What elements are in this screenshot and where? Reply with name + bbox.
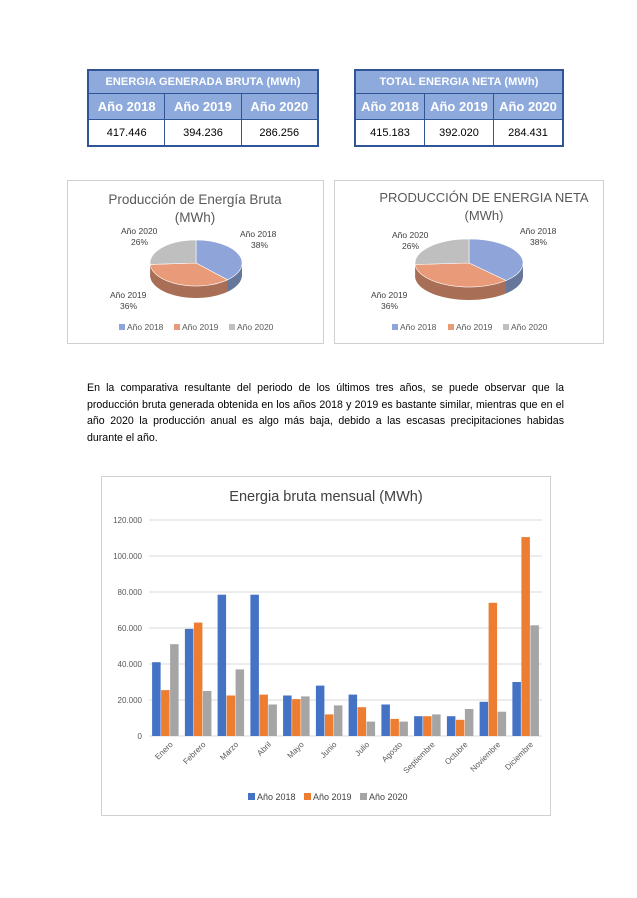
bar-octubre-año-2019 xyxy=(456,720,465,736)
y-tick-label: 40.000 xyxy=(117,660,142,669)
bar-chart-svg xyxy=(102,477,550,815)
pie-label-name: Año 2019 xyxy=(371,290,408,300)
bar-mayo-año-2019 xyxy=(292,699,301,736)
bar-junio-año-2019 xyxy=(325,714,334,736)
pie-label-name: Año 2018 xyxy=(520,226,557,236)
legend-label: Año 2018 xyxy=(127,322,164,332)
table-title: ENERGIA GENERADA BRUTA (MWh) xyxy=(88,70,318,94)
bar-noviembre-año-2020 xyxy=(498,712,507,736)
year-header: Año 2018 xyxy=(355,94,425,120)
legend-label: Año 2020 xyxy=(369,792,408,802)
year-header: Año 2020 xyxy=(241,94,318,120)
table-energia-neta xyxy=(354,69,564,147)
bar-julio-año-2018 xyxy=(349,695,358,736)
bar-abril-año-2020 xyxy=(268,705,277,737)
x-tick-label: Enero xyxy=(153,740,175,762)
legend-label: Año 2019 xyxy=(456,322,493,332)
pie-chart-neta xyxy=(334,180,604,344)
legend-label: Año 2019 xyxy=(313,792,352,802)
y-tick-label: 120.000 xyxy=(113,516,142,525)
bar-septiembre-año-2020 xyxy=(432,714,441,736)
legend-swatch xyxy=(503,324,509,330)
bar-julio-año-2020 xyxy=(367,722,376,736)
bar-noviembre-año-2018 xyxy=(480,702,489,736)
pie-label-pct: 26% xyxy=(402,241,420,251)
x-tick-label: Marzo xyxy=(218,740,241,763)
table-energia-bruta xyxy=(87,69,319,147)
bar-chart-mensual xyxy=(101,476,551,816)
legend-swatch xyxy=(248,793,255,800)
value-cell: 394.236 xyxy=(165,120,241,147)
y-tick-label: 20.000 xyxy=(117,696,142,705)
x-tick-label: Abril xyxy=(255,740,274,758)
bar-septiembre-año-2019 xyxy=(423,716,432,736)
y-tick-label: 0 xyxy=(137,732,142,741)
pie-chart-bruta-svg xyxy=(68,181,323,343)
pie-label-pct: 36% xyxy=(120,301,138,311)
value-cell: 417.446 xyxy=(88,120,165,147)
bar-abril-año-2018 xyxy=(250,595,259,736)
pie-label-name: Año 2020 xyxy=(121,226,158,236)
legend-swatch xyxy=(304,793,311,800)
bar-diciembre-año-2018 xyxy=(512,682,521,736)
y-tick-label: 60.000 xyxy=(117,624,142,633)
bar-mayo-año-2020 xyxy=(301,696,310,736)
bar-marzo-año-2020 xyxy=(236,669,245,736)
bar-septiembre-año-2018 xyxy=(414,716,423,736)
bar-diciembre-año-2020 xyxy=(530,625,539,736)
table-title: TOTAL ENERGIA NETA (MWh) xyxy=(355,70,563,94)
pie-label-pct: 26% xyxy=(131,237,149,247)
legend-label: Año 2018 xyxy=(400,322,437,332)
value-cell: 284.431 xyxy=(493,120,563,147)
bar-mayo-año-2018 xyxy=(283,696,292,737)
legend-label: Año 2018 xyxy=(257,792,296,802)
legend-label: Año 2020 xyxy=(511,322,548,332)
legend-label: Año 2020 xyxy=(237,322,274,332)
bar-octubre-año-2020 xyxy=(465,709,474,736)
y-tick-label: 100.000 xyxy=(113,552,142,561)
bar-febrero-año-2018 xyxy=(185,629,194,736)
legend-swatch xyxy=(448,324,454,330)
bar-agosto-año-2020 xyxy=(399,722,408,736)
x-tick-label: Diciembre xyxy=(503,740,536,772)
year-header: Año 2019 xyxy=(165,94,241,120)
pie-label-pct: 36% xyxy=(381,301,399,311)
bar-noviembre-año-2019 xyxy=(489,603,498,736)
legend-swatch xyxy=(229,324,235,330)
pie-label-pct: 38% xyxy=(530,237,548,247)
year-header: Año 2019 xyxy=(425,94,494,120)
legend-swatch xyxy=(392,324,398,330)
pie-label-name: Año 2020 xyxy=(392,230,429,240)
bar-junio-año-2020 xyxy=(334,705,343,736)
year-header: Año 2020 xyxy=(493,94,563,120)
x-tick-label: Octubre xyxy=(443,740,470,767)
x-tick-label: Febrero xyxy=(181,740,208,767)
bar-agosto-año-2018 xyxy=(381,705,390,737)
legend-swatch xyxy=(119,324,125,330)
bar-febrero-año-2020 xyxy=(203,691,212,736)
pie-slice-año-2020 xyxy=(150,240,196,264)
x-tick-label: Junio xyxy=(318,740,339,760)
chart-title-unit: (MWh) xyxy=(464,208,504,223)
chart-title: Energia bruta mensual (MWh) xyxy=(229,489,423,505)
pie-label-name: Año 2019 xyxy=(110,290,147,300)
bar-abril-año-2019 xyxy=(259,695,268,736)
bar-octubre-año-2018 xyxy=(447,716,456,736)
pie-label-name: Año 2018 xyxy=(240,229,277,239)
year-header: Año 2018 xyxy=(88,94,165,120)
x-tick-label: Agosto xyxy=(380,740,405,765)
legend-swatch xyxy=(174,324,180,330)
value-cell: 286.256 xyxy=(241,120,318,147)
bar-marzo-año-2019 xyxy=(227,696,236,737)
pie-chart-neta-svg xyxy=(335,181,603,343)
y-tick-label: 80.000 xyxy=(117,588,142,597)
pie-label-pct: 38% xyxy=(251,240,269,250)
value-cell: 415.183 xyxy=(355,120,425,147)
value-cell: 392.020 xyxy=(425,120,494,147)
x-tick-label: Julio xyxy=(353,740,372,759)
bar-marzo-año-2018 xyxy=(218,595,227,736)
bar-julio-año-2019 xyxy=(358,707,367,736)
chart-title: Producción de Energía Bruta xyxy=(108,192,282,207)
bar-enero-año-2019 xyxy=(161,690,170,736)
legend-swatch xyxy=(360,793,367,800)
chart-title: PRODUCCIÓN DE ENERGIA NETA xyxy=(379,190,589,205)
legend-label: Año 2019 xyxy=(182,322,219,332)
x-tick-label: Septiembre xyxy=(401,740,437,776)
bar-enero-año-2018 xyxy=(152,662,161,736)
bar-enero-año-2020 xyxy=(170,644,179,736)
bar-diciembre-año-2019 xyxy=(521,537,530,736)
chart-title-unit: (MWh) xyxy=(174,210,216,225)
bar-junio-año-2018 xyxy=(316,686,325,736)
bar-febrero-año-2019 xyxy=(194,623,203,736)
pie-chart-bruta xyxy=(67,180,324,344)
x-tick-label: Mayo xyxy=(285,740,306,761)
pie-slice-año-2020 xyxy=(415,239,469,265)
bar-agosto-año-2019 xyxy=(390,719,399,736)
body-paragraph: En la comparativa resultante del periodo de los últimos tres años, se puede observar que la producción bruta generada obtenida en los años 2018 y 2019 es bastante similar, mientras que en el año 2020 la producción anual es algo más baja, debido a las escasas precipitaciones habidas durante el año. xyxy=(87,382,564,444)
x-tick-label: Noviembre xyxy=(468,740,503,774)
